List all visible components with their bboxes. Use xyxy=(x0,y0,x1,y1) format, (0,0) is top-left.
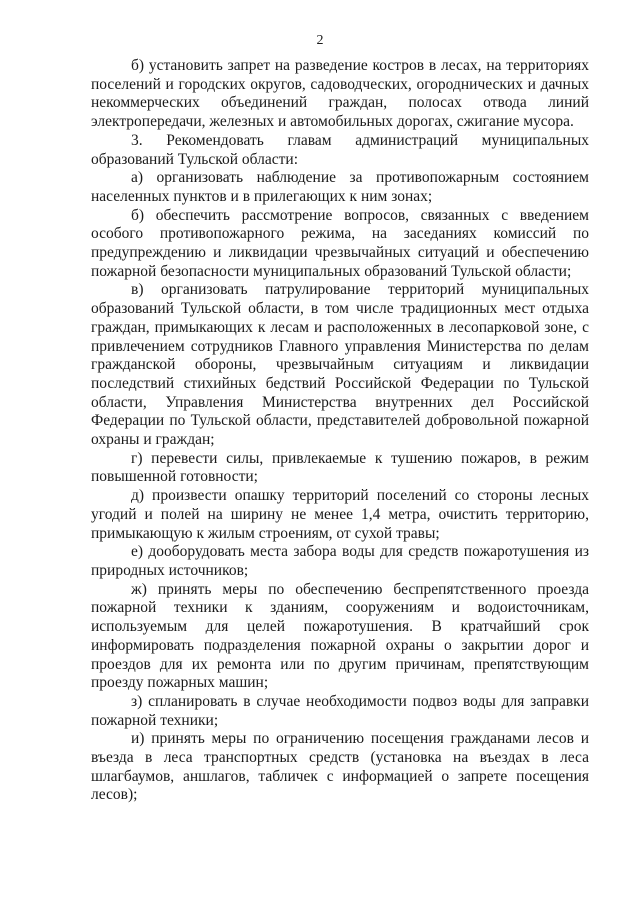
paragraph-3b-commission-review: б) обеспечить рассмотрение вопросов, связанных с введением особого противопожарного режима, на заседаниях комиссий по предупреждению и ликвидации чрезвычайных ситуаций и обеспечению пожарной безопасности муниципальных образований Тульской области; xyxy=(91,206,589,280)
paragraph-1b-fire-ban: б) установить запрет на разведение костров в лесах, на территориях поселений и городских округов, садоводческих, огороднических и дачных некоммерческих объединений граждан, полосах отвода линий электропередачи, железных и автомобильных дорогах, сжигание мусора. xyxy=(91,57,589,131)
paragraph-3-recommendation: 3. Рекомендовать главам администраций муниципальных образований Тульской области: xyxy=(91,131,589,168)
paragraph-3z-water-delivery: з) спланировать в случае необходимости подвоз воды для заправки пожарной техники; xyxy=(91,692,589,729)
paragraph-3i-forest-restriction: и) принять меры по ограничению посещения гражданами лесов и въезда в леса транспортных средств (установка на въездах в леса шлагбаумов, аншлагов, табличек с информацией о запрете посещения лесов); xyxy=(91,730,589,804)
document-body xyxy=(91,57,589,805)
paragraph-3e-water-intake: е) дооборудовать места забора воды для средств пожаротушения из природных источников; xyxy=(91,543,589,579)
page-number: 2 xyxy=(316,33,324,48)
paragraph-3d-plowing: д) произвести опашку территорий поселений со стороны лесных угодий и полей на ширину не менее 1,4 метра, очистить территорию, примыкающую к жилым строениям, от сухой травы; xyxy=(91,487,589,542)
paragraph-3a-monitoring: а) организовать наблюдение за противопожарным состоянием населенных пунктов и в прилегающих к ним зонах; xyxy=(91,169,589,205)
paragraph-3g-readiness: г) перевести силы, привлекаемые к тушению пожаров, в режим повышенной готовности; xyxy=(91,449,589,486)
paragraph-3zh-access: ж) принять меры по обеспечению беспрепятственного проезда пожарной техники к зданиям, сооружениям и водоисточникам, используемым для целей пожаротушения. В кратчайший срок информировать подразделения пожарной охраны о закрытии дорог и проездов для их ремонта или по другим причинам, препятствующим проезду пожарных машин; xyxy=(91,580,589,692)
paragraph-3v-patrols: в) организовать патрулирование территорий муниципальных образований Тульской области, в том числе традиционных мест отдыха граждан, примыкающих к лесам и расположенных в лесопарковой зоне, с привлечением сотрудников Главного управления Министерства по делам гражданской обороны, чрезвычайным ситуациям и ликвидации последствий стихийных бедствий Российской Федерации по Тульской области, Управления Министерства внутренних дел Российской Федерации по Тульской области, представителей добровольной пожарной охраны и граждан; xyxy=(91,281,589,449)
